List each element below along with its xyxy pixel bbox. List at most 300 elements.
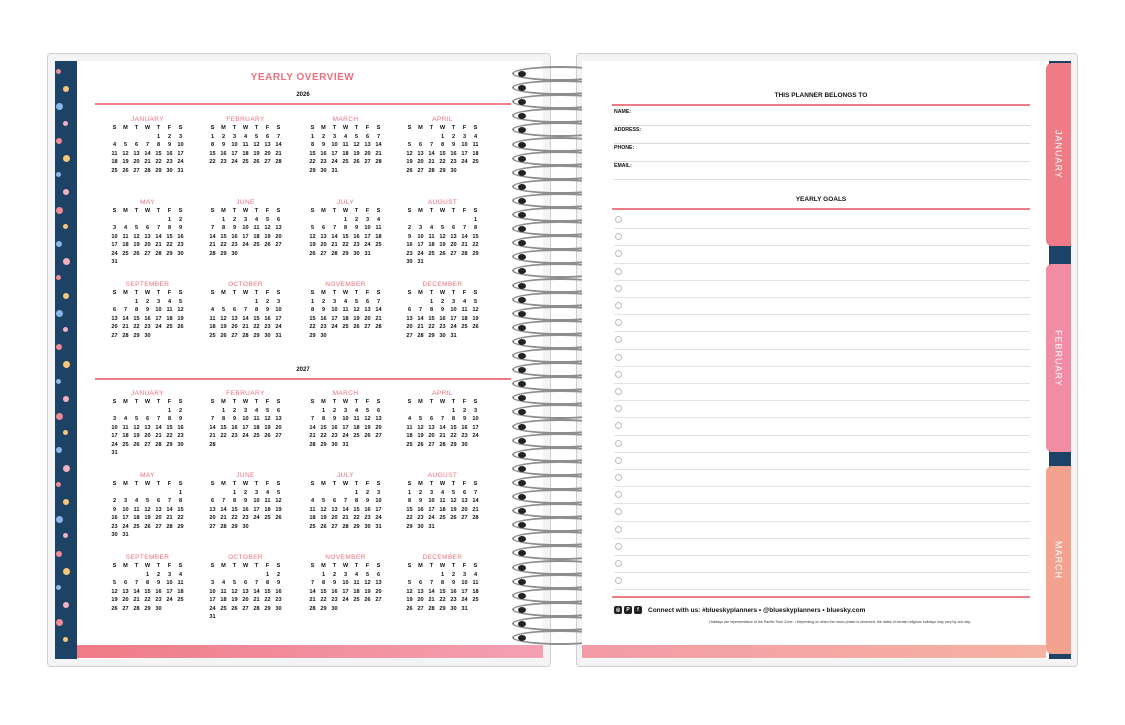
- day-cell: 12: [364, 580, 371, 586]
- day-cell: 22: [177, 515, 184, 521]
- weekday-header: S: [473, 208, 478, 214]
- day-cell: 8: [310, 142, 315, 148]
- day-cell: 16: [320, 315, 327, 322]
- weekday-header: F: [265, 481, 270, 487]
- day-cell: 23: [450, 159, 457, 165]
- day-cell: 27: [417, 605, 424, 612]
- day-cell: 1: [321, 407, 326, 414]
- day-cell: 5: [123, 142, 128, 148]
- day-cell: 18: [122, 242, 129, 248]
- empty-day: [437, 407, 448, 416]
- empty-day: [109, 298, 120, 307]
- day-cell: 22: [428, 324, 435, 330]
- goal-line[interactable]: [614, 504, 1030, 521]
- goal-checkbox[interactable]: [615, 474, 622, 481]
- day-cell: 13: [209, 506, 216, 513]
- day-cell: 30: [166, 167, 173, 174]
- instagram-icon[interactable]: ◎: [615, 607, 621, 613]
- goal-checkbox[interactable]: [615, 577, 622, 584]
- weekday-header: W: [342, 208, 349, 214]
- day-cell: 19: [253, 150, 260, 157]
- day-cell: 1: [343, 216, 348, 223]
- day-cell: 6: [429, 416, 434, 422]
- empty-day: [307, 489, 318, 498]
- weekday-header: S: [112, 125, 117, 131]
- day-cell: 10: [472, 416, 479, 422]
- day-cell: 31: [177, 167, 184, 174]
- day-cell: 18: [342, 315, 349, 322]
- day-cell: 30: [450, 605, 457, 612]
- weekday-header: T: [429, 290, 434, 296]
- month-name: JANUARY: [130, 116, 165, 123]
- address-field[interactable]: ADDRESS:: [614, 126, 1030, 144]
- weekday-header: T: [254, 290, 259, 296]
- day-cell: 9: [321, 307, 326, 313]
- empty-day: [164, 489, 175, 498]
- day-cell: 27: [428, 441, 435, 448]
- day-cell: 22: [209, 159, 216, 165]
- weekday-header: T: [134, 290, 139, 296]
- day-cell: 11: [253, 225, 260, 231]
- day-cell: 10: [375, 498, 382, 504]
- day-cell: 13: [461, 498, 468, 504]
- weekday-header: F: [167, 563, 172, 569]
- empty-day: [120, 571, 131, 580]
- day-cell: 10: [177, 142, 184, 148]
- day-cell: 31: [122, 532, 129, 538]
- day-cell: 1: [265, 571, 270, 578]
- month-may-2026: [109, 198, 186, 267]
- day-cell: 7: [210, 225, 215, 231]
- day-cell: 8: [178, 498, 183, 504]
- day-cell: 14: [275, 142, 282, 148]
- day-cell: 21: [428, 597, 435, 603]
- day-cell: 26: [472, 324, 479, 330]
- weekday-header: M: [321, 290, 326, 296]
- empty-day: [318, 216, 329, 225]
- day-cell: 29: [342, 250, 349, 257]
- day-cell: 29: [439, 167, 446, 174]
- day-cell: 16: [242, 506, 249, 513]
- day-cell: 11: [439, 498, 446, 504]
- goal-line[interactable]: [614, 470, 1030, 487]
- day-cell: 26: [353, 159, 360, 165]
- goal-line[interactable]: [614, 573, 1030, 590]
- weekday-header: M: [418, 125, 423, 131]
- day-cell: 29: [155, 167, 162, 174]
- day-cell: 24: [275, 324, 282, 330]
- weekday-header: M: [418, 563, 423, 569]
- day-cell: 22: [353, 515, 360, 521]
- day-cell: 10: [242, 225, 249, 231]
- goal-checkbox[interactable]: [615, 268, 622, 275]
- weekday-header: M: [221, 399, 226, 405]
- weekday-header: W: [144, 290, 151, 296]
- day-cell: 8: [265, 580, 270, 586]
- day-cell: 21: [220, 515, 227, 521]
- weekday-header: T: [232, 481, 237, 487]
- day-cell: 7: [134, 580, 139, 586]
- goal-line[interactable]: [614, 418, 1030, 435]
- day-cell: 25: [472, 159, 479, 165]
- month-name: FEBRUARY: [226, 390, 265, 397]
- facebook-icon[interactable]: f: [634, 606, 642, 614]
- day-cell: 12: [353, 307, 360, 313]
- day-cell: 3: [156, 298, 161, 305]
- goal-checkbox[interactable]: [615, 371, 622, 378]
- goal-line[interactable]: [614, 246, 1030, 263]
- day-cell: 15: [231, 506, 238, 513]
- goal-checkbox[interactable]: [615, 388, 622, 395]
- goal-checkbox[interactable]: [615, 250, 622, 257]
- goal-checkbox[interactable]: [615, 336, 622, 343]
- day-cell: 30: [144, 332, 151, 339]
- tab-january[interactable]: [1046, 63, 1071, 246]
- goal-checkbox[interactable]: [615, 440, 622, 447]
- weekday-header: M: [418, 481, 423, 487]
- goal-line[interactable]: [614, 487, 1030, 504]
- goal-line[interactable]: [614, 229, 1030, 246]
- day-cell: 11: [122, 424, 129, 431]
- month-name: AUGUST: [427, 199, 458, 206]
- goal-line[interactable]: [614, 522, 1030, 539]
- day-cell: 22: [439, 597, 446, 603]
- day-cell: 4: [354, 571, 359, 578]
- goal-line[interactable]: [614, 556, 1030, 573]
- day-cell: 8: [451, 416, 456, 422]
- empty-day: [229, 298, 240, 307]
- day-cell: 7: [376, 133, 381, 140]
- goal-checkbox[interactable]: [615, 233, 622, 240]
- day-cell: 25: [353, 597, 360, 603]
- phone-field[interactable]: PHONE:: [614, 144, 1030, 162]
- day-cell: 6: [321, 225, 326, 231]
- month-july-2027: [307, 471, 384, 531]
- goal-checkbox[interactable]: [615, 543, 622, 550]
- day-cell: 20: [320, 242, 327, 248]
- day-cell: 19: [133, 242, 140, 248]
- day-cell: 14: [122, 315, 129, 322]
- day-cell: 16: [461, 424, 468, 431]
- day-cell: 13: [275, 416, 282, 422]
- day-cell: 13: [450, 233, 457, 240]
- weekday-header: S: [210, 290, 215, 296]
- day-cell: 7: [332, 225, 337, 231]
- day-cell: 14: [428, 588, 435, 595]
- day-cell: 26: [122, 167, 129, 174]
- day-cell: 28: [331, 250, 338, 257]
- day-cell: 1: [167, 216, 172, 223]
- day-cell: 10: [461, 580, 468, 586]
- goal-line[interactable]: [614, 281, 1030, 298]
- day-cell: 17: [428, 506, 435, 513]
- day-cell: 27: [461, 515, 468, 521]
- weekday-header: M: [321, 208, 326, 214]
- day-cell: 10: [331, 142, 338, 148]
- empty-day: [142, 133, 153, 142]
- day-cell: 25: [342, 159, 349, 165]
- weekday-header: W: [342, 125, 349, 131]
- month-name: APRIL: [432, 390, 453, 397]
- day-cell: 20: [242, 597, 249, 603]
- goal-line[interactable]: [614, 367, 1030, 384]
- tab-march[interactable]: [1046, 466, 1071, 654]
- day-cell: 5: [365, 407, 370, 414]
- email-field[interactable]: EMAIL:: [614, 162, 1030, 180]
- weekday-header: F: [365, 125, 370, 131]
- weekday-header: W: [242, 481, 249, 487]
- weekday-header: S: [210, 481, 215, 487]
- goal-checkbox[interactable]: [615, 508, 622, 515]
- day-cell: 18: [461, 315, 468, 322]
- polka-dot: [56, 619, 63, 626]
- day-cell: 8: [473, 225, 478, 231]
- weekday-header: S: [276, 208, 281, 214]
- day-cell: 23: [331, 433, 338, 439]
- weekday-header: S: [276, 399, 281, 405]
- day-cell: 8: [221, 225, 226, 231]
- day-cell: 23: [111, 523, 118, 530]
- weekday-header: T: [429, 563, 434, 569]
- day-cell: 6: [145, 225, 150, 231]
- weekday-header: W: [242, 399, 249, 405]
- goal-line[interactable]: [614, 264, 1030, 281]
- day-cell: 9: [332, 580, 337, 586]
- goal-checkbox[interactable]: [615, 302, 622, 309]
- day-cell: 2: [221, 133, 226, 140]
- day-cell: 1: [451, 407, 456, 414]
- day-cell: 12: [253, 142, 260, 148]
- day-cell: 13: [375, 416, 382, 422]
- day-cell: 9: [167, 142, 172, 148]
- goal-checkbox[interactable]: [615, 526, 622, 533]
- weekday-header: S: [210, 125, 215, 131]
- day-cell: 19: [220, 324, 227, 330]
- day-cell: 2: [167, 133, 172, 140]
- empty-day: [142, 407, 153, 416]
- day-cell: 21: [461, 242, 468, 248]
- month-grid: [404, 562, 481, 613]
- day-cell: 26: [406, 167, 413, 174]
- weekday-header: T: [156, 563, 161, 569]
- day-cell: 21: [417, 324, 424, 330]
- day-cell: 9: [418, 498, 423, 504]
- day-cell: 19: [231, 597, 238, 603]
- empty-day: [131, 133, 142, 142]
- day-cell: 1: [167, 407, 172, 414]
- month-grid: [109, 398, 186, 458]
- weekday-header: S: [276, 125, 281, 131]
- day-cell: 10: [155, 307, 162, 313]
- day-cell: 4: [178, 571, 183, 578]
- day-cell: 20: [209, 515, 216, 521]
- day-cell: 8: [145, 580, 150, 586]
- day-cell: 12: [353, 142, 360, 148]
- goal-checkbox[interactable]: [615, 354, 622, 361]
- goal-line[interactable]: [614, 298, 1030, 315]
- day-cell: 27: [375, 433, 382, 439]
- day-cell: 4: [243, 133, 248, 140]
- goal-line[interactable]: [614, 315, 1030, 332]
- day-cell: 14: [472, 498, 479, 504]
- month-grid: [109, 289, 186, 340]
- day-cell: 3: [210, 580, 215, 586]
- empty-day: [153, 216, 164, 225]
- day-cell: 17: [417, 242, 424, 248]
- day-cell: 7: [123, 307, 128, 313]
- weekday-header: W: [242, 208, 249, 214]
- day-cell: 28: [155, 441, 162, 448]
- weekday-header: S: [376, 290, 381, 296]
- tab-february[interactable]: [1046, 264, 1071, 452]
- day-cell: 7: [418, 307, 423, 313]
- goal-checkbox[interactable]: [615, 422, 622, 429]
- day-cell: 9: [243, 498, 248, 504]
- day-cell: 7: [376, 298, 381, 305]
- day-cell: 3: [112, 416, 117, 422]
- month-february-2026: [207, 115, 284, 167]
- day-cell: 24: [417, 250, 424, 257]
- day-cell: 25: [428, 250, 435, 257]
- weekday-header: F: [462, 290, 467, 296]
- weekday-header: F: [265, 563, 270, 569]
- day-cell: 6: [243, 580, 248, 586]
- goal-line[interactable]: [614, 350, 1030, 367]
- day-cell: 6: [365, 298, 370, 305]
- day-cell: 1: [178, 489, 183, 496]
- goal-checkbox[interactable]: [615, 319, 622, 326]
- goal-checkbox[interactable]: [615, 405, 622, 412]
- day-cell: 25: [406, 441, 413, 448]
- day-cell: 6: [156, 498, 161, 504]
- day-cell: 27: [275, 433, 282, 439]
- day-cell: 6: [365, 133, 370, 140]
- month-grid: [404, 398, 481, 449]
- day-cell: 20: [144, 433, 151, 439]
- day-cell: 27: [331, 523, 338, 530]
- day-cell: 18: [439, 506, 446, 513]
- polka-dot: [63, 293, 69, 299]
- empty-day: [207, 216, 218, 225]
- weekday-header: T: [332, 399, 337, 405]
- polka-dot: [63, 568, 70, 575]
- polka-dot-strip: [55, 61, 77, 659]
- day-cell: 5: [276, 489, 281, 496]
- day-cell: 11: [375, 225, 382, 231]
- goal-line[interactable]: [614, 539, 1030, 556]
- day-cell: 9: [332, 416, 337, 422]
- month-name: OCTOBER: [228, 281, 263, 288]
- day-cell: 17: [111, 433, 118, 439]
- day-cell: 2: [462, 407, 467, 414]
- weekday-header: T: [429, 208, 434, 214]
- weekday-header: W: [342, 481, 349, 487]
- day-cell: 17: [111, 242, 118, 248]
- weekday-header: S: [310, 399, 315, 405]
- day-cell: 21: [439, 433, 446, 439]
- empty-day: [131, 571, 142, 580]
- day-cell: 20: [331, 515, 338, 521]
- day-cell: 18: [428, 242, 435, 248]
- day-cell: 4: [440, 489, 445, 496]
- day-cell: 19: [439, 242, 446, 248]
- day-cell: 28: [309, 605, 316, 612]
- weekday-header: S: [178, 481, 183, 487]
- polka-dot: [56, 516, 63, 523]
- weekday-header: S: [473, 125, 478, 131]
- name-field[interactable]: NAME:: [614, 108, 1030, 126]
- day-cell: 29: [472, 250, 479, 257]
- day-cell: 3: [451, 298, 456, 305]
- weekday-header: F: [462, 208, 467, 214]
- polka-dot: [63, 499, 69, 505]
- empty-day: [251, 571, 262, 580]
- day-cell: 7: [310, 580, 315, 586]
- weekday-header: T: [354, 399, 359, 405]
- weekday-header: S: [407, 208, 412, 214]
- goal-checkbox[interactable]: [615, 560, 622, 567]
- day-cell: 14: [155, 233, 162, 240]
- footer-divider: [612, 596, 1030, 598]
- day-cell: 20: [406, 324, 413, 330]
- day-cell: 27: [133, 167, 140, 174]
- day-cell: 14: [375, 307, 382, 313]
- goal-checkbox[interactable]: [615, 216, 622, 223]
- weekday-header: W: [439, 399, 446, 405]
- day-cell: 3: [232, 133, 237, 140]
- day-cell: 11: [472, 580, 479, 586]
- day-cell: 29: [320, 605, 327, 612]
- goal-line[interactable]: [614, 436, 1030, 453]
- day-cell: 10: [209, 588, 216, 595]
- day-cell: 4: [462, 298, 467, 305]
- day-cell: 1: [145, 571, 150, 578]
- day-cell: 29: [439, 605, 446, 612]
- day-cell: 23: [177, 433, 184, 439]
- goal-line[interactable]: [614, 212, 1030, 229]
- weekday-header: T: [254, 563, 259, 569]
- goal-checkbox[interactable]: [615, 285, 622, 292]
- month-july-2026: [307, 198, 384, 258]
- day-cell: 1: [310, 298, 315, 305]
- goal-line[interactable]: [614, 332, 1030, 349]
- day-cell: 29: [406, 523, 413, 530]
- tab-label: JANUARY: [1053, 130, 1064, 179]
- day-cell: 18: [253, 233, 260, 240]
- empty-day: [120, 489, 131, 498]
- empty-day: [153, 407, 164, 416]
- day-cell: 8: [429, 307, 434, 313]
- goal-line[interactable]: [614, 453, 1030, 470]
- month-name: DECEMBER: [422, 554, 463, 561]
- month-december-2027: [404, 553, 481, 613]
- goal-line[interactable]: [614, 401, 1030, 418]
- goal-line[interactable]: [614, 384, 1030, 401]
- weekday-header: F: [462, 399, 467, 405]
- goal-checkbox[interactable]: [615, 491, 622, 498]
- pinterest-icon[interactable]: P: [624, 606, 632, 614]
- day-cell: 12: [133, 233, 140, 240]
- weekday-header: T: [254, 399, 259, 405]
- day-cell: 25: [253, 242, 260, 248]
- day-cell: 2: [178, 216, 183, 223]
- weekday-header: S: [276, 290, 281, 296]
- day-cell: 17: [461, 150, 468, 157]
- day-cell: 28: [428, 605, 435, 612]
- weekday-header: M: [123, 563, 128, 569]
- day-cell: 17: [331, 150, 338, 157]
- goal-checkbox[interactable]: [615, 457, 622, 464]
